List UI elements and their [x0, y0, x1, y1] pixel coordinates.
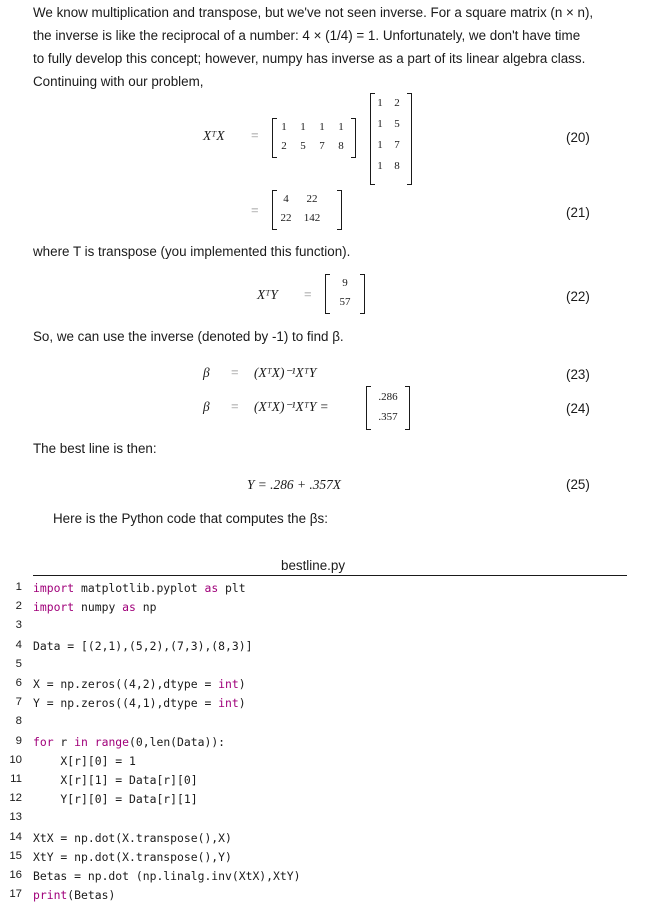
eq20-matrix-a [272, 118, 356, 158]
code-token: (Betas) [67, 888, 116, 903]
eq21-number: (21) [566, 205, 590, 220]
eq20-lhs: XᵀX [203, 128, 225, 143]
matrix-cell: 2 [394, 97, 400, 109]
eq20-number: (20) [566, 130, 590, 145]
code-text [33, 754, 136, 768]
code-token: X[r][0] = 1 [33, 753, 136, 768]
matrix-cell: 9 [342, 277, 348, 289]
matrix-cell: 22 [306, 193, 318, 205]
code-keyword: as [122, 600, 136, 615]
code-text [33, 831, 232, 845]
matrix-cell: 5 [300, 140, 306, 152]
line-number: 5 [15, 657, 22, 670]
code-token: matplotlib.pyplot [74, 581, 205, 595]
listing-rule [33, 575, 627, 576]
line-number: 10 [9, 753, 22, 766]
code-token: r [53, 734, 75, 749]
eq23-lhs: β [203, 365, 210, 380]
intro-line-4: Continuing with our problem, [33, 74, 204, 89]
matrix-cell: 8 [338, 140, 344, 152]
code-token: XtX = np.dot(X.transpose(),X) [33, 830, 232, 845]
intro-line-2: the inverse is like the reciprocal of a number: 4 × (1/4) = 1. Unfortunately, we don't have time [33, 28, 581, 43]
eq22-lhs: XᵀY [257, 287, 278, 302]
line-number: 15 [9, 849, 22, 862]
line-number: 14 [9, 830, 22, 843]
matrix-cell: 7 [394, 139, 400, 151]
line-number: 16 [9, 869, 22, 881]
code-token: ) [238, 677, 246, 691]
code-text [33, 850, 232, 864]
line-number: 3 [15, 619, 22, 632]
eq21-matrix [272, 190, 342, 230]
matrix-cell: 57 [339, 296, 351, 308]
eq24-rhs: (XᵀX)⁻¹XᵀY = [254, 399, 329, 414]
matrix-cell: 1 [377, 118, 383, 130]
eq23-number: (23) [566, 367, 590, 382]
line-number: 11 [10, 773, 22, 785]
eq23-equals: = [231, 365, 239, 380]
bestline-text: The best line is then: [33, 441, 157, 456]
code-token: X[r][1] = Data[r][0] [33, 773, 198, 787]
inverse-text: So, we can use the inverse (denoted by -1) to find β. [33, 329, 344, 344]
code-token: X = np.zeros((4,2),dtype = [33, 677, 219, 691]
code-keyword: in range [74, 734, 130, 749]
where-transpose-text: where T is transpose (you implemented this function). [33, 244, 351, 259]
code-text [33, 677, 246, 691]
eq21-equals: = [251, 203, 259, 218]
intro-paragraph [33, 1, 633, 93]
code-token: Y[r][0] = Data[r][1] [33, 792, 198, 807]
eq22-equals: = [304, 287, 312, 302]
code-keyword: import [33, 581, 75, 595]
code-text [33, 639, 252, 653]
code-keyword: for [33, 734, 54, 749]
eq24-equals: = [231, 399, 239, 414]
code-text [33, 696, 246, 710]
matrix-cell: .357 [378, 411, 398, 423]
matrix-cell: 7 [319, 140, 325, 152]
code-text [33, 600, 156, 614]
eq25-expr: Y = .286 + .357X [247, 477, 341, 492]
code-text [33, 792, 198, 806]
matrix-cell: .286 [378, 391, 398, 403]
code-token: ) [238, 696, 246, 711]
matrix-cell: 1 [377, 97, 383, 109]
eq24-matrix [366, 386, 410, 430]
code-text [33, 735, 225, 749]
matrix-cell: 5 [394, 118, 400, 130]
code-text [33, 773, 198, 787]
line-number: 8 [15, 715, 22, 728]
matrix-cell: 4 [283, 193, 289, 205]
line-number: 17 [9, 888, 22, 901]
code-token: Data = [(2,1),(5,2),(7,3),(8,3)] [33, 638, 253, 653]
code-token: XtY = np.dot(X.transpose(),Y) [33, 849, 232, 864]
line-number: 13 [9, 811, 22, 824]
matrix-cell: 1 [281, 121, 287, 133]
listing-title: bestline.py [281, 558, 346, 573]
matrix-cell: 8 [394, 160, 400, 172]
code-keyword: print [33, 888, 68, 903]
matrix-cell: 2 [281, 140, 287, 152]
intro-line-1: We know multiplication and transpose, but we've not seen inverse. For a square matrix (n × n), [33, 5, 594, 20]
code-token: np [135, 600, 157, 615]
eq20-equals: = [251, 128, 259, 143]
line-number: 2 [15, 600, 22, 613]
intro-line-3: to fully develop this concept; however, numpy has inverse as a part of its linear algebra class. [33, 51, 586, 66]
matrix-cell: 1 [377, 160, 383, 172]
line-number: 12 [9, 792, 22, 805]
matrix-cell: 1 [338, 121, 344, 133]
code-keyword: as [204, 581, 219, 595]
code-token: (0,len(Data)): [129, 734, 226, 749]
eq24-number: (24) [566, 401, 590, 416]
code-keyword: import [33, 600, 75, 615]
matrix-cell: 1 [300, 121, 306, 133]
line-number: 6 [15, 677, 22, 689]
matrix-cell: 142 [303, 212, 321, 224]
line-number: 7 [15, 696, 22, 709]
matrix-cell: 22 [280, 212, 292, 224]
line-number: 4 [15, 638, 22, 651]
code-text [33, 869, 300, 883]
code-keyword: int [218, 677, 239, 691]
eq25-number: (25) [566, 477, 590, 492]
line-number: 9 [15, 734, 22, 747]
eq22-number: (22) [566, 289, 590, 304]
code-token: plt [218, 581, 246, 595]
code-text [33, 581, 246, 595]
code-token: numpy [74, 600, 123, 615]
line-number: 1 [15, 581, 22, 593]
eq20-matrix-b [370, 93, 412, 185]
code-text [33, 888, 115, 902]
eq23-rhs: (XᵀX)⁻¹XᵀY [254, 365, 317, 380]
matrix-cell: 1 [377, 139, 383, 151]
code-keyword: int [218, 696, 239, 711]
eq22-matrix [325, 274, 365, 314]
code-token: Y = np.zeros((4,1),dtype = [33, 696, 219, 711]
eq24-lhs: β [203, 399, 210, 414]
code-intro-text: Here is the Python code that computes the βs: [53, 511, 328, 526]
matrix-cell: 1 [319, 121, 325, 133]
code-token: Betas = np.dot (np.linalg.inv(XtX),XtY) [33, 869, 301, 883]
